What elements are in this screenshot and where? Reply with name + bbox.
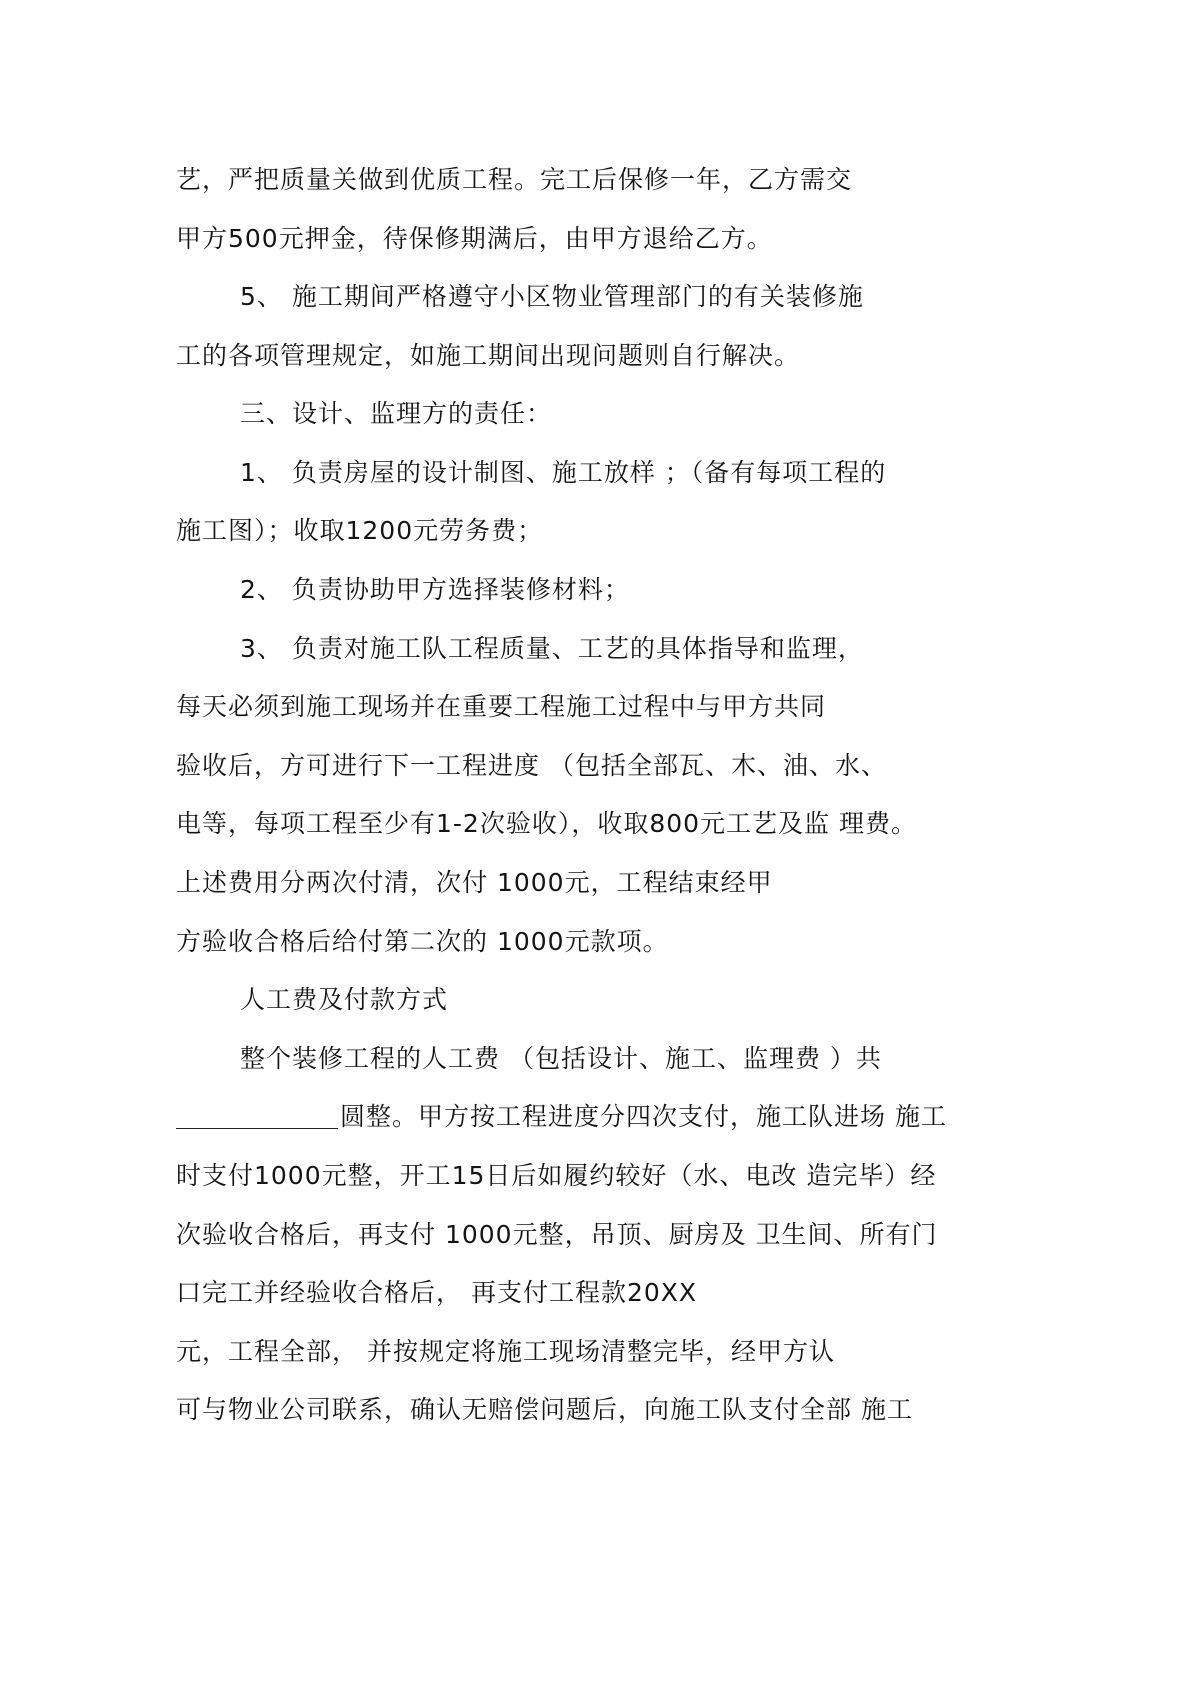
- text-line: 电等，每项工程至少有1-2次验收），收取800元工艺及监 理费。: [176, 809, 917, 838]
- text-line: 口完工并经验收合格后， 再支付工程款20XX: [176, 1278, 698, 1307]
- text-line: 上述费用分两次付清，次付 1000元，工程结束经甲: [176, 868, 773, 897]
- section-heading: 三、设计、监理方的责任：: [240, 399, 553, 428]
- section-heading: 人工费及付款方式: [240, 985, 449, 1014]
- text-line: 方验收合格后给付第二次的 1000元款项。: [176, 927, 669, 956]
- text-line: 施工图）；收取1200元劳务费；: [176, 516, 544, 545]
- text-line: 每天必须到施工现场并在重要工程施工过程中与甲方共同: [176, 692, 827, 721]
- text-line: 5、 施工期间严格遵守小区物业管理部门的有关装修施: [240, 282, 864, 311]
- text-line: 圆整。甲方按工程进度分四次支付，施工队进场 施工: [340, 1102, 947, 1131]
- text-line: 可与物业公司联系，确认无赔偿问题后，向施工队支付全部 施工: [176, 1395, 913, 1424]
- fill-in-blank: [176, 1098, 338, 1129]
- text-line: 验收后，方可进行下一工程进度 （包括全部瓦、木、油、水、: [176, 751, 887, 780]
- text-line: 3、 负责对施工队工程质量、工艺的具体指导和监理，: [240, 634, 864, 663]
- text-line: 工的各项管理规定，如施工期间出现问题则自行解决。: [176, 341, 801, 370]
- text-line: 1、 负责房屋的设计制图、施工放样 ；（备有每项工程的: [240, 458, 887, 487]
- text-line: 元，工程全部， 并按规定将施工现场清整完毕，经甲方认: [176, 1337, 835, 1366]
- text-line: 整个装修工程的人工费 （包括设计、施工、监理费 ）共: [240, 1044, 882, 1073]
- text-line: 时支付1000元整，开工15日后如履约较好（水、电改 造完毕）经: [176, 1161, 937, 1190]
- text-line: 甲方500元押金，待保修期满后，由甲方退给乙方。: [176, 224, 773, 253]
- text-line: 2、 负责协助甲方选择装修材料；: [240, 575, 630, 604]
- text-line-with-blank: [176, 1097, 947, 1137]
- text-line: 次验收合格后，再支付 1000元整，吊顶、厨房及 卫生间、所有门: [176, 1220, 938, 1249]
- text-line: 艺，严把质量关做到优质工程。完工后保修一年，乙方需交: [176, 165, 853, 194]
